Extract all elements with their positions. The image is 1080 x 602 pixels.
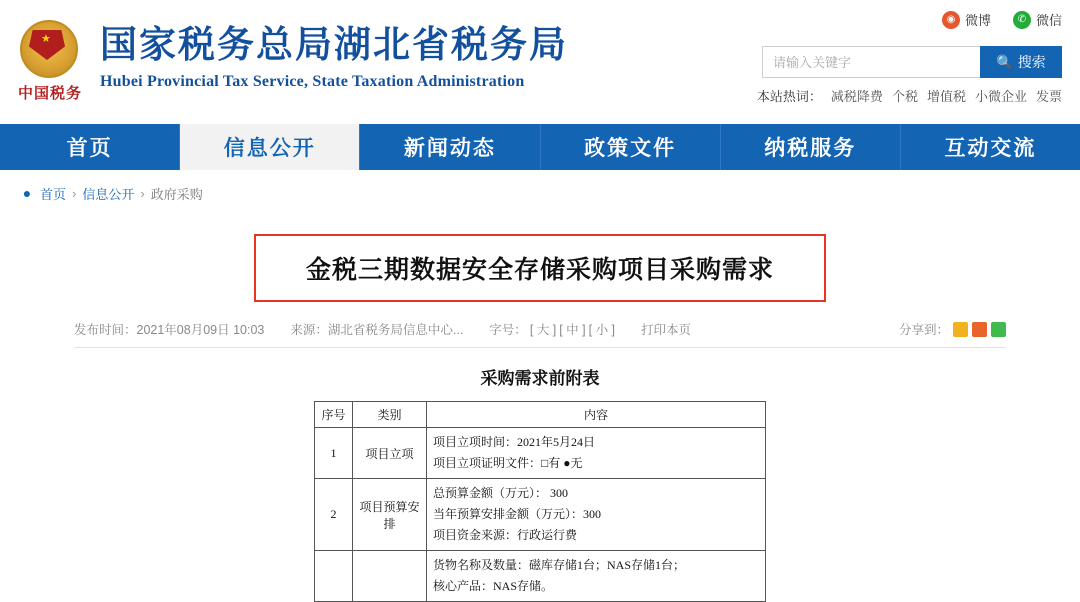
font-size-small-button[interactable]: [ 小 ] — [588, 323, 616, 337]
row1-line1: 项目立项时间：2021年5月24日 — [433, 435, 596, 449]
nav-item-interaction[interactable]: 互动交流 — [944, 136, 1037, 160]
cell-content-1 — [427, 428, 766, 479]
breadcrumb — [0, 178, 1080, 208]
search-button-label: 搜索 — [1017, 54, 1046, 70]
hotword-link-4[interactable]: 小微企业 — [974, 89, 1027, 104]
search-icon: 🔍 — [996, 53, 1014, 70]
weixin-icon: ✆ — [1013, 11, 1031, 29]
table-row — [315, 428, 766, 479]
nav-item-home[interactable]: 首页 — [0, 124, 180, 170]
cell-content-3 — [427, 551, 766, 602]
weibo-icon: ◉ — [942, 11, 960, 29]
cell-category-1: 项目立项 — [353, 428, 427, 479]
nav-item-tax-services[interactable]: 纳税服务 — [721, 124, 901, 170]
column-header-category: 类别 — [353, 402, 427, 428]
location-pin-icon: ● — [22, 185, 32, 201]
row1-line2: 项目立项证明文件：□有 ●无 — [433, 456, 583, 470]
share-label: 分享到： — [898, 323, 949, 337]
search-button[interactable] — [980, 46, 1062, 78]
share-weixin-icon[interactable] — [991, 322, 1006, 337]
column-header-index: 序号 — [315, 402, 353, 428]
hotword-link-3[interactable]: 增值税 — [926, 89, 966, 104]
nav-item-information-disclosure[interactable]: 信息公开 — [180, 124, 360, 170]
breadcrumb-item-home[interactable]: 首页 — [40, 186, 67, 202]
procurement-requirements-table — [314, 401, 766, 602]
social-link-weibo[interactable] — [942, 10, 991, 29]
table-header-row — [315, 402, 766, 428]
row3-line2: 核心产品：NAS存储。 — [433, 579, 554, 593]
site-logo[interactable] — [8, 18, 96, 106]
social-label-weibo: 微博 — [964, 13, 991, 28]
row2-line2: 当年预算安排金额（万元）：300 — [433, 507, 602, 521]
font-size-medium-button[interactable]: [ 中 ] — [559, 323, 586, 337]
font-size-label: 字号： — [489, 323, 527, 337]
column-header-content: 内容 — [427, 402, 766, 428]
article-title-box — [254, 234, 826, 302]
cell-index-1: 1 — [315, 428, 353, 479]
cell-category-2: 项目预算安排 — [353, 479, 427, 551]
table-row — [315, 551, 766, 602]
cell-content-2 — [427, 479, 766, 551]
page-title: 金税三期数据安全存储采购项目采购需求 — [305, 257, 774, 284]
breadcrumb-separator-2: › — [140, 185, 145, 201]
social-label-weixin: 微信 — [1035, 13, 1062, 28]
site-title-en: Hubei Provincial Tax Service, State Taxation Administration — [100, 72, 525, 90]
search-input[interactable] — [762, 46, 980, 78]
main-nav — [0, 124, 1080, 170]
row2-line3: 项目资金来源：行政运行费 — [433, 528, 578, 542]
cell-index-3 — [315, 551, 353, 602]
print-page-button[interactable]: 打印本页 — [641, 323, 692, 337]
article-source: 来源：湖北省税务局信息中心... — [290, 323, 464, 337]
share-weibo-icon[interactable] — [953, 322, 968, 337]
breadcrumb-separator-1: › — [72, 185, 77, 201]
site-header — [0, 0, 1080, 118]
logo-text: 中国税务 — [17, 86, 82, 102]
hotword-link-5[interactable]: 发票 — [1035, 89, 1062, 104]
cell-category-3 — [353, 551, 427, 602]
breadcrumb-item-current: 政府采购 — [150, 186, 203, 202]
publish-time: 发布时间：2021年08月09日 10:03 — [74, 323, 265, 337]
hotword-link-1[interactable]: 减税降费 — [830, 89, 883, 104]
share-rss-icon[interactable] — [972, 322, 987, 337]
article-meta — [74, 320, 1006, 348]
nav-item-news[interactable]: 新闻动态 — [360, 124, 540, 170]
national-emblem-icon: ★ — [18, 18, 80, 80]
row3-line1: 货物名称及数量：磁库存储1台；NAS存储1台； — [433, 558, 686, 572]
row2-line1: 总预算金额（万元）： 300 — [433, 486, 569, 500]
font-size-large-button[interactable]: [ 大 ] — [529, 323, 557, 337]
social-links — [942, 10, 1062, 29]
hotwords-bar — [757, 86, 1062, 105]
nav-item-policy-documents[interactable]: 政策文件 — [541, 124, 721, 170]
social-link-weixin[interactable] — [1013, 10, 1062, 29]
font-size-control — [489, 320, 615, 338]
hotword-link-2[interactable]: 个税 — [891, 89, 918, 104]
breadcrumb-item-information-disclosure[interactable]: 信息公开 — [82, 186, 135, 202]
article-content — [0, 212, 1080, 593]
hotwords-label: 本站热词： — [756, 89, 822, 104]
cell-index-2: 2 — [315, 479, 353, 551]
article-subtitle: 采购需求前附表 — [480, 369, 600, 388]
table-row — [315, 479, 766, 551]
search-bar — [762, 46, 1062, 78]
share-group — [899, 320, 1006, 338]
site-title-zh: 国家税务总局湖北省税务局 — [100, 25, 568, 66]
site-title-block — [100, 26, 568, 91]
